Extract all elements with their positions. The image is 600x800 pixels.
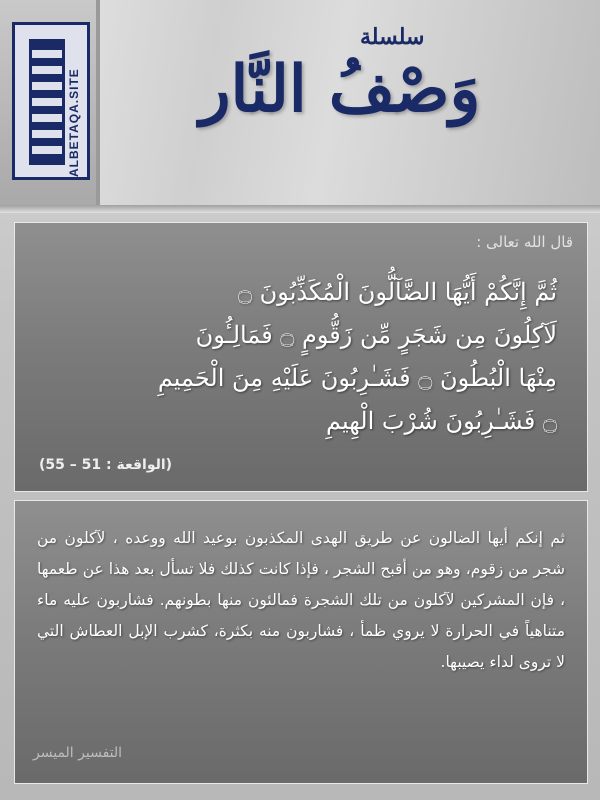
verse-reference: (الواقعة : 51 – 55) [39, 457, 173, 473]
tafsir-source: التفسير الميسر [33, 745, 123, 761]
verse-line: مِنْهَا الْبُطُونَ ۝ فَشَـٰرِبُونَ عَلَيْهِ مِنَ الْحَمِيمِ [157, 364, 557, 392]
page-title: وَصْفُ النَّار [199, 52, 481, 127]
logo-panel [0, 0, 100, 205]
header-divider [0, 205, 600, 213]
tafsir-panel [14, 500, 588, 784]
verse-panel [14, 222, 588, 492]
site-name: ALBETAQA.SITE [67, 68, 81, 177]
verse-intro: قال الله تعالى : [476, 233, 573, 251]
site-logo [12, 22, 90, 180]
tafsir-text: ثم إنكم أيها الضالون عن طريق الهدى المكذبون بوعيد الله ووعده ، لآكلون من شجر من زقوم، وهو من أقبح الشجر ، فإذا كانت كذلك فلا تسأل بعد هذا عن طعمها ، فإن المشركين لآكلون من تلك الشجرة فمالئون منها بطونهم. فشاربون عليه ماء متناهياً في الحرارة لا يروي ظمأ ، فشاربون منه بكثرة، كشرب الإبل العطاش التي لا تروى لداء يصيبها. [37, 529, 565, 671]
kufic-logo-icon [29, 39, 65, 165]
series-label: سلسلة [360, 24, 425, 50]
header-banner [0, 0, 600, 205]
verse-line: لَآكِلُونَ مِن شَجَرٍ مِّن زَقُّومٍ ۝ فَمَالِـُٔونَ [195, 321, 557, 349]
verse-line: ۝ فَشَـٰرِبُونَ شُرْبَ الْهِيمِ [325, 407, 557, 435]
verse-text [45, 271, 557, 443]
verse-line: ثُمَّ إِنَّكُمْ أَيُّهَا الضَّآلُّونَ الْمُكَذِّبُونَ ۝ [237, 278, 557, 306]
